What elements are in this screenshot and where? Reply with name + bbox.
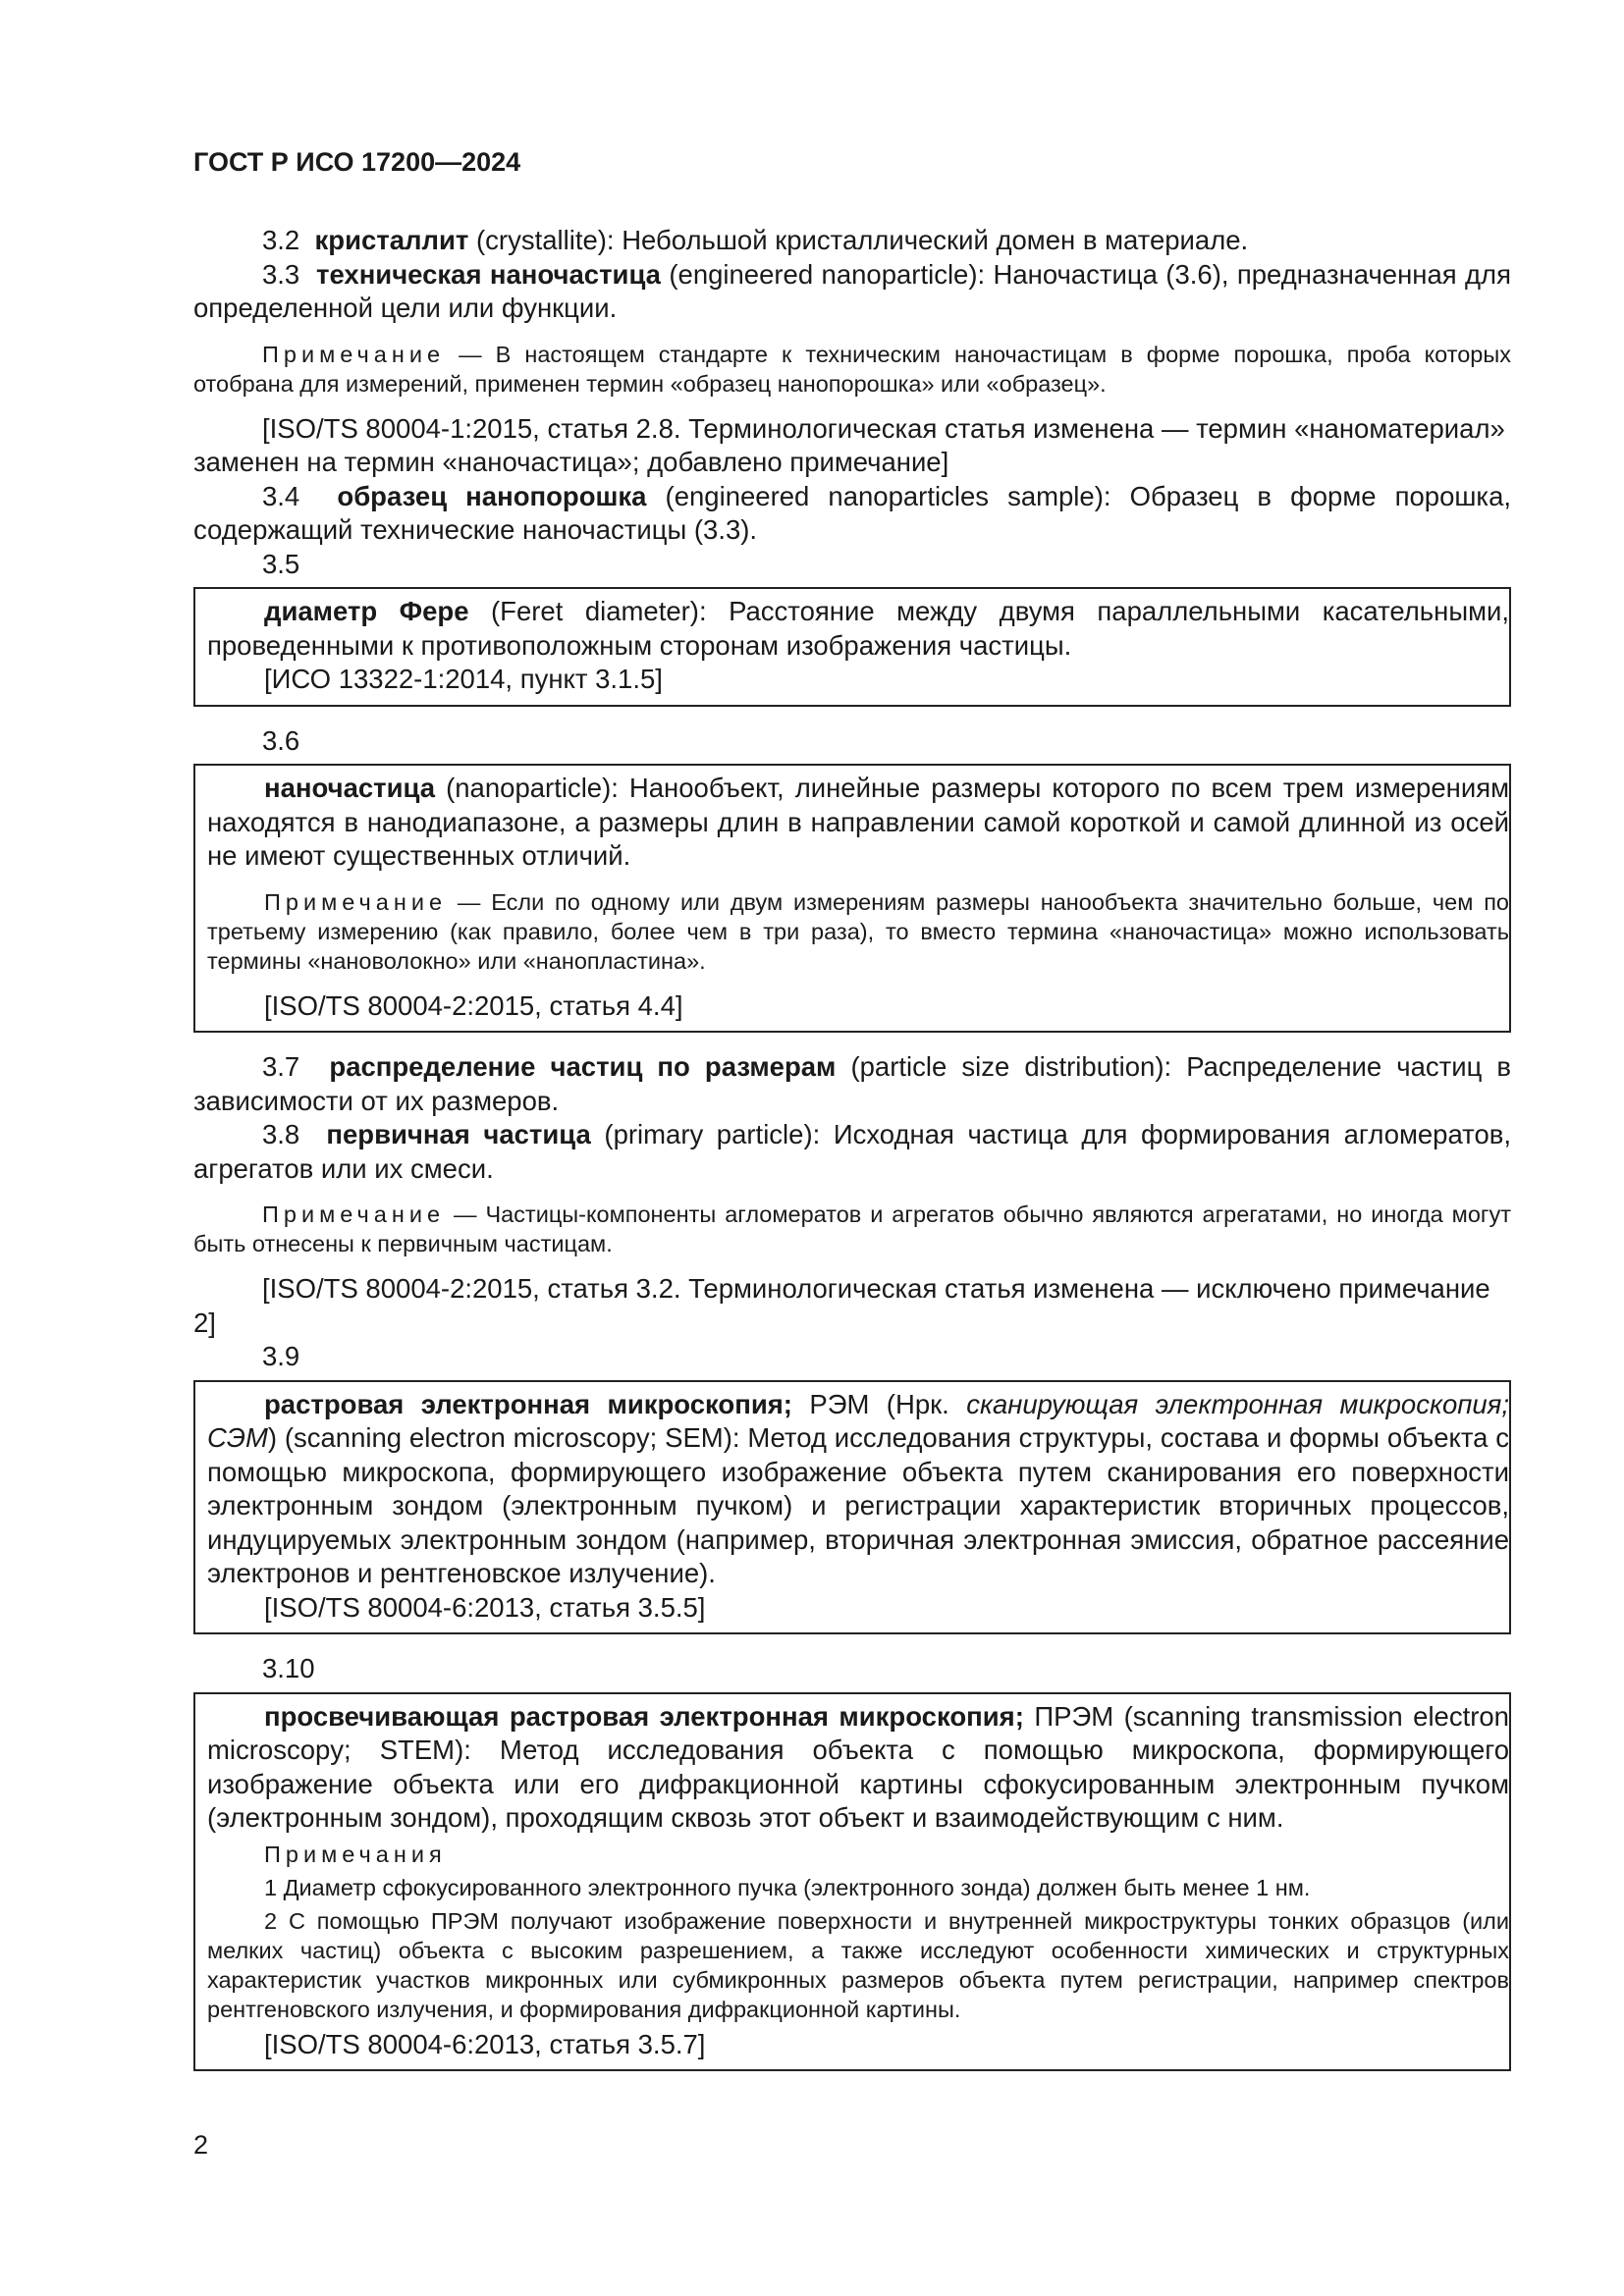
term-name: кристаллит: [314, 225, 469, 255]
term-definition: (nanoparticle): Нанообъект, линейные размеры которого по всем трем измерениям находятся в нанодиапазоне, а размеры длин в направлении самой короткой и самой длинной из осей не имеют существенных отличий.: [207, 773, 1509, 871]
term-box-3-5: [193, 587, 1511, 707]
note-label: Примечание: [264, 888, 448, 915]
term-number: 3.3: [262, 258, 300, 290]
note-text: — В настоящем стандарте к техническим наночастицам в форме порошка, проба которых отобрана для измерений, применен термин «образец нанопорошка» или «образец».: [193, 341, 1511, 397]
term-definition: (engineered nanoparticle): Наночастица (3.6), предназначенная для определенной цели или функции.: [193, 258, 1511, 323]
term-definition: (engineered nanoparticles sample): Образец в форме порошка, содержащий технические наночастицы (3.3).: [193, 480, 1512, 545]
term-number: 3.2: [262, 225, 300, 255]
note-3-8: [193, 1200, 1511, 1258]
note-text: — Если по одному или двум измерениям размеры нанообъекта значительно больше, чем по третьему измерению (как правило, более чем в три раза), то вместо термина «наночастица» можно использовать термины «нановолокно» или «нанопластина».: [207, 888, 1509, 974]
term-number: 3.8: [262, 1119, 300, 1149]
page-number: 2: [193, 2130, 209, 2160]
term-box-3-9: [193, 1380, 1511, 1635]
term-number: 3.4: [262, 480, 300, 511]
note-label: Примечание: [262, 341, 446, 367]
term-definition: (primary particle): Исходная частица для формирования агломератов, агрегатов или их смеси.: [193, 1119, 1511, 1184]
term-name: растровая электронная микроскопия;: [264, 1388, 792, 1419]
term-box-3-6: [193, 764, 1511, 1033]
source-3-5: [ИСО 13322-1:2014, пункт 3.1.5]: [264, 664, 663, 694]
term-abbr: РЭМ (Нрк.: [791, 1388, 967, 1419]
note-1-3-10: 1 Диаметр сфокусированного электронного пучка (электронного зонда) должен быть менее 1 нм.: [264, 1874, 1311, 1900]
notes-label-3-10: [207, 1840, 1509, 1869]
term-3-8: [193, 1118, 1511, 1186]
note-text: — Частицы-компоненты агломератов и агрегатов обычно являются агрегатами, но иногда могут быть отнесены к первичным частицам.: [193, 1201, 1511, 1256]
term-definition: (particle size distribution): Распределение частиц в зависимости от их размеров.: [193, 1051, 1512, 1116]
term-number: 3.7: [262, 1051, 300, 1082]
term-definition: ПРЭМ (scanning transmission electron microscopy; STEM): Метод исследования объекта с помощью микроскопа, формирующего изображение объекта или его дифракционной картины сфокусированным электронным пучком (электронным зондом), проходящим сквозь этот объект и взаимодействующим с ним.: [207, 1700, 1509, 1833]
term-3-7: [193, 1050, 1511, 1118]
term-box-3-10: [193, 1692, 1511, 2072]
term-name: образец нанопорошка: [337, 480, 647, 511]
term-name: первичная частица: [326, 1119, 591, 1149]
term-3-3: [193, 258, 1511, 326]
term-name: распределение частиц по размерам: [329, 1051, 837, 1082]
note-3-3: [193, 340, 1511, 399]
note-3-6: [207, 887, 1509, 976]
source-3-8: [ISO/TS 80004-2:2015, статья 3.2. Терминологическая статья изменена — исключено примечание 2]: [193, 1273, 1490, 1338]
term-3-6: [207, 772, 1509, 874]
term-name: просвечивающая растровая электронная микроскопия;: [264, 1700, 1024, 1732]
term-definition: (crystallite): Небольшой кристаллический домен в материале.: [468, 225, 1249, 255]
term-number-3-9: 3.9: [262, 1341, 300, 1371]
term-definition: (Feret diameter): Расстояние между двумя параллельными касательными, проведенными к противоположным сторонам изображения частицы.: [207, 596, 1509, 661]
term-3-9: [207, 1388, 1509, 1591]
terms-content: [193, 224, 1511, 2089]
term-definition: ) (scanning electron microscopy; SEM): Метод исследования структуры, состава и формы объекта с помощью микроскопа, формирующего изображение объекта путем сканирования его поверхности электронным зондом (электронным пучком) и регистрации характеристик вторичных процессов, индуцируемых электронным зондом (например, вторичная электронная эмиссия, обратное рассеяние электронов и рентгеновское излучение).: [207, 1422, 1509, 1588]
note-2-3-10: 2 С помощью ПРЭМ получают изображение поверхности и внутренней микроструктуры тонких образцов (или мелких частиц) объекта с высоким разрешением, а также исследуют особенности химических и структурных характеристик участков микронных или субмикронных размеров объекта путем регистрации, например спектров рентгеновского излучения, и формирования дифракционной картины.: [207, 1907, 1509, 2022]
term-number-3-6: 3.6: [262, 724, 300, 756]
term-name: техническая наночастица: [316, 258, 661, 290]
notes-label: Примечания: [264, 1841, 447, 1867]
term-name: наночастица: [264, 773, 436, 803]
source-3-3: [ISO/TS 80004-1:2015, статья 2.8. Терминологическая статья изменена — термин «наноматериал» заменен на термин «наночастица»; добавлено примечание]: [193, 412, 1505, 477]
source-3-9: [ISO/TS 80004-6:2013, статья 3.5.5]: [264, 1591, 706, 1623]
term-3-2: [193, 224, 1511, 258]
term-3-5: [207, 595, 1509, 663]
term-name: диаметр Фере: [264, 596, 469, 626]
source-3-6: [ISO/TS 80004-2:2015, статья 4.4]: [264, 989, 683, 1021]
term-3-10: [207, 1700, 1509, 1836]
source-3-10: [ISO/TS 80004-6:2013, статья 3.5.7]: [264, 2028, 706, 2059]
note-label: Примечание: [262, 1201, 446, 1227]
standard-header: ГОСТ Р ИСО 17200—2024: [193, 147, 521, 177]
term-deprecated: сканирующая электронная микроскопия; СЭМ: [207, 1388, 1509, 1453]
term-3-4: [193, 480, 1511, 548]
term-number-3-10: 3.10: [262, 1653, 315, 1683]
term-number-3-5: 3.5: [262, 548, 300, 579]
